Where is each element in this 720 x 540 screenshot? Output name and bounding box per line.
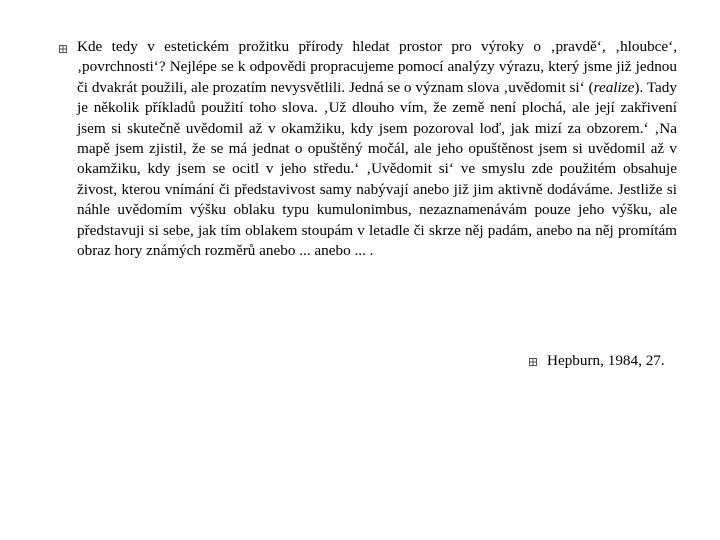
quote-text-part2: ). Tady je několik příkladů použití toho slova. ‚Už dlouho vím, že země není plochá, ale její zakřivení jsem si skutečně uvědomil až v okamžiku, kdy jsem pozoroval loď, jak mizí za obzorem.‘ ‚Na mapě jsem zjistil, že se má jednat o opuštěný močál, ale jeho opuštěnost jsem si uvědomil až v okamžiku, kdy jsem se ocitl v jeho středu.‘ ‚Uvědomit si‘ ve smyslu zde použitém obsahuje živost, kterou vnímání či představivost samy nabývají anebo již jim aktivně dodáváme. Jestliže si náhle uvědomím výšku oblaku typu kumulonimbus, nezaznamenávám pouze jeho výšku, ale představuji si sebe, jak tím oblakem stoupám v letadle či skrze něj padám, anebo na něj promítám obraz hory známých rozměrů anebo ... anebo ... . <box>77 78 677 260</box>
square-bullet-icon <box>529 358 537 366</box>
citation: Hepburn, 1984, 27. <box>547 352 665 369</box>
square-bullet-icon <box>59 45 67 53</box>
quote-paragraph <box>77 37 677 261</box>
quote-italic-term: realize <box>593 78 635 96</box>
quote-text-part1: Kde tedy v estetickém prožitku přírody hledat prostor pro výroky o ‚pravdě‘, ‚hloubce‘, ‚povrchnosti‘? Nejlépe se k odpovědi propracujeme pomocí analýzy výrazu, který jsme již jednou či dvakrát použili, ale prozatím nevysvětlili. Jedná se o význam slova ‚uvědomit si‘ ( <box>77 38 677 96</box>
